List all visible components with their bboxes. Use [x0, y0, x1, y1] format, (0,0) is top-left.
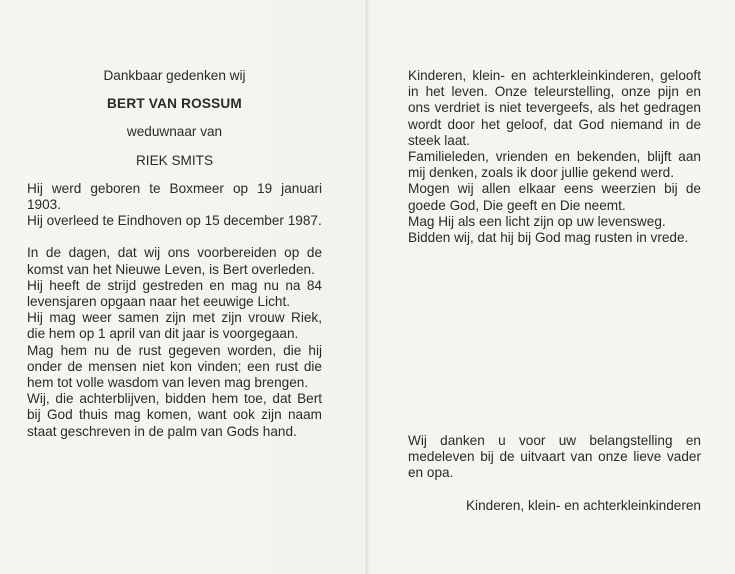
- birth-text: Hij werd geboren te Boxmeer op 19 januari 1903.: [27, 180, 322, 213]
- right-paragraph-5: Bidden wij, dat hij bij God mag rusten in vrede.: [408, 230, 689, 246]
- left-paragraph-4: Mag hem nu de rust gegeven worden, die hij onder de mensen niet kon vinden; een rust die hem tot volle wasdom van leven mag brengen.: [27, 342, 322, 391]
- left-paragraph-2: Hij heeft de strijd gestreden en mag nu na 84 levensjaren opgaan naar het eeuwige Licht.: [27, 277, 322, 310]
- left-paragraph-3: Hij mag weer samen zijn met zijn vrouw Riek, die hem op 1 april van dit jaar is voorgegaan.: [27, 310, 322, 342]
- relation-text: weduwnaar van: [126, 124, 223, 140]
- intro-text: Dankbaar gedenken wij: [103, 68, 246, 83]
- left-paragraph-5: Wij, die achterblijven, bidden hem toe, dat Bert bij God thuis mag komen, want ook zijn naam staat geschreven in de palm van Gods hand.: [27, 391, 322, 439]
- thanks-paragraph: Wij danken u voor uw belangstelling en medeleven bij de uitvaart van onze lieve vader en opa.: [408, 433, 701, 481]
- right-paragraph-2: Familieleden, vrienden en bekenden, blijft aan mij denken, zoals ik door jullie gekend werd.: [408, 149, 701, 181]
- death-text: Hij overleed te Eindhoven op 15 december 1987.: [27, 213, 322, 229]
- right-paragraph-1: Kinderen, klein- en achterkleinkinderen, gelooft in het leven. Onze teleurstelling, onze pijn en ons verdriet is niet tevergeefs, als het gedragen wordt door het geloof, dat God niemand in de steek laat.: [408, 68, 701, 148]
- left-page: [27, 68, 322, 440]
- card-fold: [366, 0, 367, 574]
- spouse-name: RIEK SMITS: [135, 152, 214, 168]
- thanks-text: [408, 433, 701, 482]
- deceased-name: BERT VAN ROSSUM: [107, 96, 242, 112]
- left-paragraph-1: In de dagen, dat wij ons voorbereiden op de komst van het Nieuwe Leven, is Bert overleden.: [27, 245, 322, 277]
- right-paragraph-3: Mogen wij allen elkaar eens weerzien bij de goede God, Die geeft en Die neemt.: [408, 181, 701, 213]
- right-page: [408, 68, 701, 246]
- right-paragraph-4: Mag Hij als een licht zijn op uw levensweg.: [408, 213, 666, 229]
- signature-text: Kinderen, klein- en achterkleinkinderen: [465, 498, 701, 513]
